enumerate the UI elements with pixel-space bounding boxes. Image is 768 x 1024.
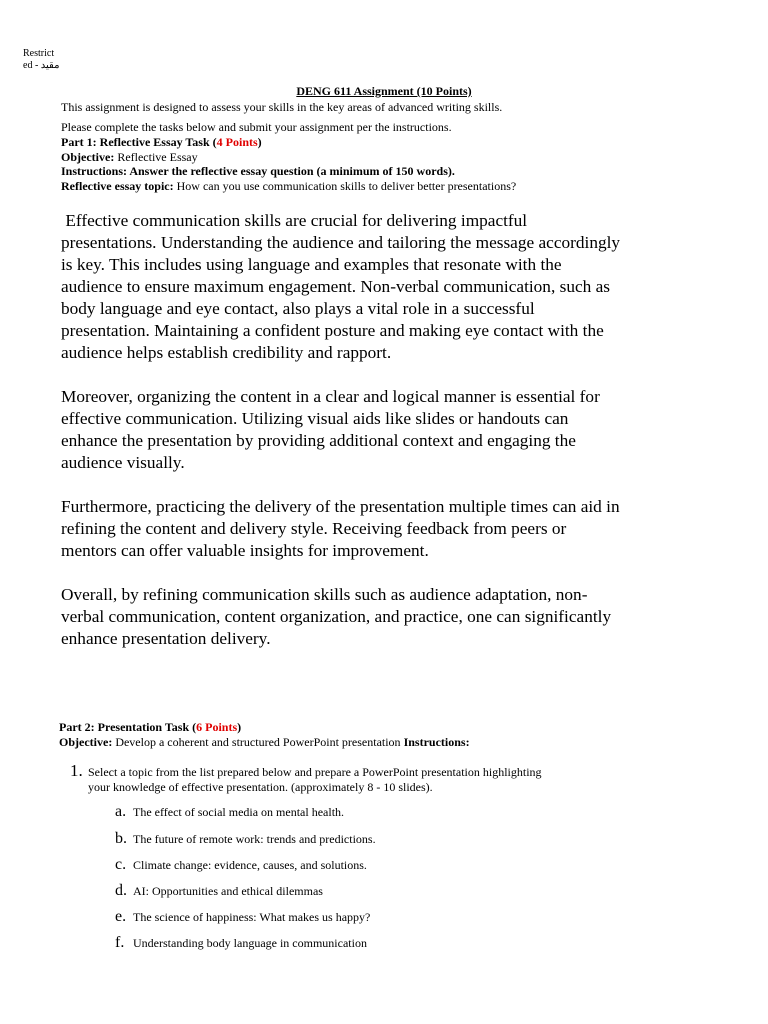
part1-topic-value: How can you use communication skills to deliver better presentations? — [173, 178, 517, 193]
part2-heading-text: : Presentation Task ( — [90, 720, 197, 734]
part2-objective-value: Develop a coherent and structured PowerPoint presentation — [112, 735, 404, 749]
part2-heading-label: Part 2 — [59, 720, 91, 734]
intro-line-2: Please complete the tasks below and submit your assignment per the instructions. — [61, 120, 452, 134]
essay-paragraph-1: Effective communication skills are crucial for delivering impactful presentations. Understanding the audience and tailoring the message accordingly is key. This includes using language and examples that resonate with the audience to ensure maximum engagement. Non-verbal communication, such as body language and eye contact, also plays a vital role in a successful presentation. Maintaining a confident posture and making eye contact with the audience helps establish credibility and rapport. — [61, 211, 625, 362]
topic-text: AI: Opportunities and ethical dilemmas — [133, 884, 323, 898]
restricted-line-1: Restrict — [23, 48, 55, 59]
part1-objective — [61, 150, 198, 165]
part1-instructions: Instructions: Answer the reflective essay question (a minimum of 150 words). — [61, 164, 455, 178]
part1-objective-label: Objective: — [61, 149, 115, 164]
part2-instructions-label: Instructions: — [403, 735, 470, 749]
part2-points: 6 Points — [196, 720, 238, 734]
part1-points: 4 Points — [216, 135, 258, 149]
step-1-line-2: your knowledge of effective presentation. (approximately 8 - 10 slides). — [88, 779, 433, 794]
essay-paragraph-4: Overall, by refining communication skills such as audience adaptation, non-verbal communication, content organization, and practice, one can significantly enhance presentation delivery. — [61, 585, 612, 648]
part2-heading-close: ) — [237, 720, 242, 734]
step-1-number: 1. — [70, 761, 83, 780]
part2-objective-label: Objective: — [59, 735, 113, 749]
document-title: DENG 611 Assignment (10 Points) — [296, 84, 472, 98]
topic-text: The science of happiness: What makes us happy? — [133, 910, 371, 924]
topic-item-a — [115, 805, 344, 820]
topic-item-c — [115, 858, 367, 873]
step-1-line-1: Select a topic from the list prepared below and prepare a PowerPoint presentation highlighting — [88, 765, 542, 779]
step-1 — [70, 761, 83, 781]
part1-heading — [61, 135, 262, 150]
topic-text: The effect of social media on mental health. — [133, 805, 345, 819]
part1-topic-label: Reflective essay topic: — [61, 178, 174, 193]
topic-letter: c. — [115, 856, 127, 873]
part1-heading-close: ) — [257, 135, 262, 149]
topic-letter: d. — [115, 882, 127, 899]
restricted-label — [23, 48, 59, 72]
topic-item-d — [115, 884, 323, 899]
topic-text: The future of remote work: trends and predictions. — [133, 832, 376, 846]
part1-objective-value: Reflective Essay — [114, 149, 198, 164]
topic-letter: f. — [115, 934, 125, 951]
intro-line-1: This assignment is designed to assess your skills in the key areas of advanced writing skills. — [61, 100, 503, 114]
part2-objective — [59, 735, 470, 750]
essay-paragraph-3: Furthermore, practicing the delivery of the presentation multiple times can aid in refining the content and delivery style. Receiving feedback from peers or mentors can offer valuable insights for improvement. — [61, 497, 620, 560]
part2-heading — [59, 720, 241, 735]
topic-text: Climate change: evidence, causes, and solutions. — [133, 858, 367, 872]
topic-letter: b. — [115, 830, 127, 847]
topic-text: Understanding body language in communication — [133, 936, 367, 950]
essay-paragraph-2: Moreover, organizing the content in a clear and logical manner is essential for effective communication. Utilizing visual aids like slides or handouts can enhance the presentation by providing additional context and engaging the audience visually. — [61, 387, 600, 472]
topic-item-b — [115, 832, 376, 847]
restricted-line-2: ed - مقيد — [23, 60, 60, 71]
part1-topic — [61, 179, 516, 194]
part1-heading-text: Part 1: Reflective Essay Task ( — [61, 135, 217, 149]
topic-item-f — [115, 936, 367, 951]
topic-letter: a. — [115, 803, 127, 820]
essay-body — [61, 210, 625, 672]
topic-item-e — [115, 910, 370, 925]
topic-letter: e. — [115, 908, 127, 925]
